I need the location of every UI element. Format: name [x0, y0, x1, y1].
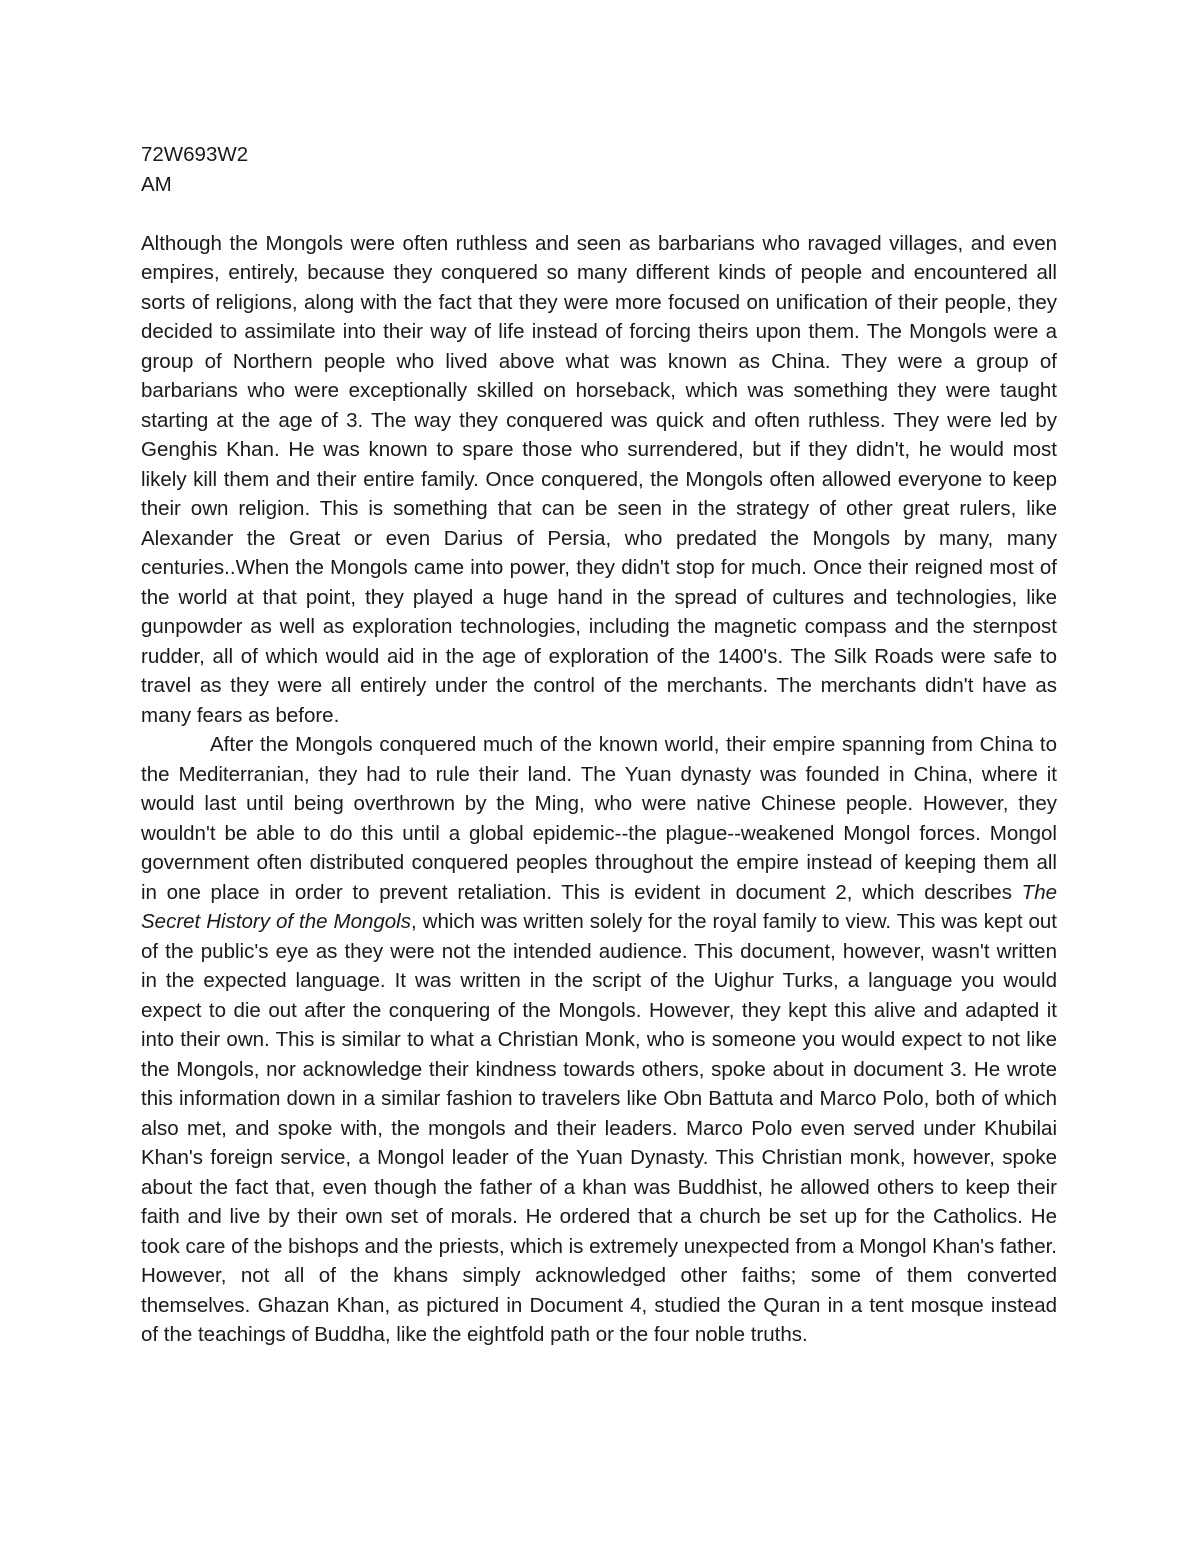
essay-paragraph-1: Although the Mongols were often ruthless and seen as barbarians who ravaged villages, and even empires, entirely, because they conquered so many different kinds of people and encountered all sorts of religions, along with the fact that they were more focused on unification of their people, they decided to assimilate into their way of life instead of forcing theirs upon them. The Mongols were a group of Northern people who lived above what was known as China. They were a group of barbarians who were exceptionally skilled on horseback, which was something they were taught starting at the age of 3. The way they conquered was quick and often ruthless. They were led by Genghis Khan. He was known to spare those who surrendered, but if they didn't, he would most likely kill them and their entire family. Once conquered, the Mongols often allowed everyone to keep their own religion. This is something that can be seen in the strategy of other great rulers, like Alexander the Great or even Darius of Persia, who predated the Mongols by many, many centuries..When the Mongols came into power, they didn't stop for much. Once their reigned most of the world at that point, they played a huge hand in the spread of cultures and technologies, like gunpowder as well as exploration technologies, including the magnetic compass and the sternpost rudder, all of which would aid in the age of exploration of the 1400's. The Silk Roads were safe to travel as they were all entirely under the control of the merchants. The merchants didn't have as many fears as before.: [141, 231, 1057, 727]
paragraph-2-text-before-title: After the Mongols conquered much of the known world, their empire spanning from China to the Mediterranian, they had to rule their land. The Yuan dynasty was founded in China, where it would last until being overthrown by the Ming, who were native Chinese people. However, they wouldn't be able to do this until a global epidemic--the plague--weakened Mongol forces. Mongol government often distributed conquered peoples throughout the empire instead of keeping them all in one place in order to prevent retaliation. This is evident in document 2, which describes: [141, 733, 1057, 904]
document-page: [141, 140, 1057, 1350]
blank-line: [141, 199, 1057, 229]
book-title: The Secret History of the Mongols: [141, 880, 1057, 933]
student-name-line: AM: [141, 172, 172, 196]
paragraph-2-text-after-title: , which was written solely for the royal family to view. This was kept out of the public's eye as they were not the intended audience. This document, however, wasn't written in the expected language. It was written in the script of the Uighur Turks, a language you would expect to die out after the conquering of the Mongols. However, they kept this alive and adapted it into their own. This is similar to what a Christian Monk, who is someone you would expect to not like the Mongols, nor acknowledge their kindness towards others, spoke about in document 3. He wrote this information down in a similar fashion to travelers like Obn Battuta and Marco Polo, both of which also met, and spoke with, the mongols and their leaders. Marco Polo even served under Khubilai Khan's foreign service, a Mongol leader of the Yuan Dynasty. This Christian monk, however, spoke about the fact that, even though the father of a khan was Buddhist, he allowed others to keep their faith and live by their own set of morals. He ordered that a church be set up for the Catholics. He took care of the bishops and the priests, which is extremely unexpected from a Mongol Khan's father. However, not all of the khans simply acknowledged other faiths; some of them converted themselves. Ghazan Khan, as pictured in Document 4, studied the Quran in a tent mosque instead of the teachings of Buddha, like the eightfold path or the four noble truths.: [141, 910, 1057, 1346]
student-id-line: 72W693W2: [141, 143, 249, 166]
essay-paragraph-2: [141, 730, 1057, 1350]
